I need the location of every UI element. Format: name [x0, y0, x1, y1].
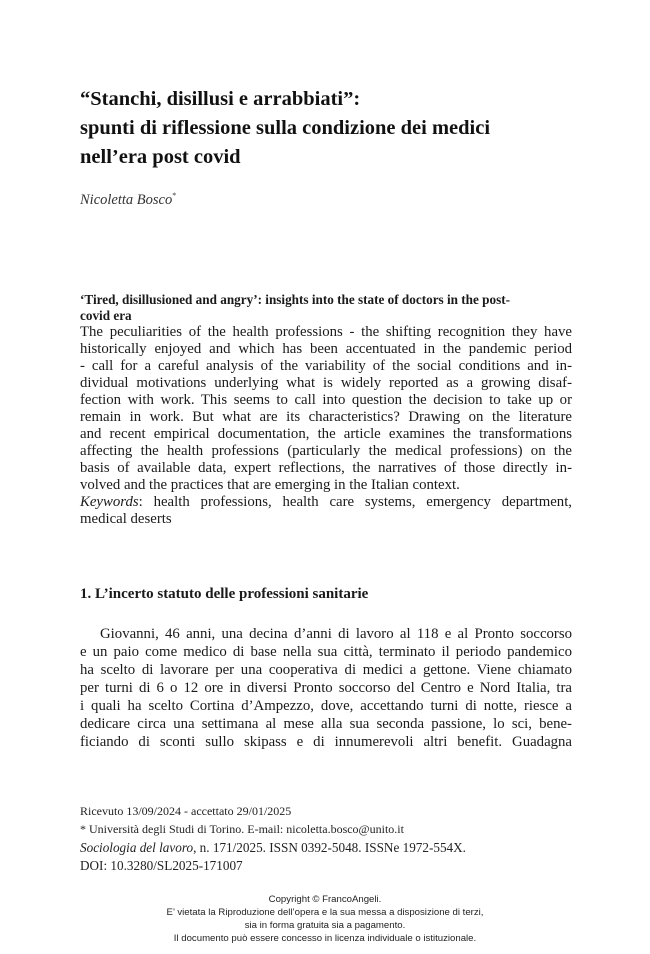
affiliation-text: Università degli Studi di Torino. E-mail: nicoletta.bosco@unito.it: [89, 822, 404, 836]
affiliation-note: [80, 822, 404, 837]
abstract-title-line-1: ‘Tired, disillusioned and angry’: insights into the state of doctors in the post-: [80, 292, 510, 307]
copyright-line: sia in forma gratuita sia a pagamento.: [244, 920, 406, 931]
abstract-line: and recent empirical documentation, the article examines the transformations: [80, 426, 572, 442]
article-title-line-3: nell’era post covid: [80, 146, 241, 168]
abstract-line: dividual motivations underlying what is widely reported as a growing disaf-: [80, 375, 572, 391]
keywords-line-1: [80, 494, 572, 511]
received-date-note: Ricevuto 13/09/2024 - accettato 29/01/2025: [80, 804, 292, 818]
body-line: e un paio come medico di base nella sua città, terminato il periodo pandemico: [80, 644, 572, 660]
abstract-line: basis of available data, expert reflections, the narratives of those directly in-: [80, 460, 572, 476]
body-line: ha scelto di lavorare per una cooperativa di medici a gettone. Viene chiamato: [80, 662, 572, 678]
keywords-label: Keywords: [80, 494, 139, 510]
abstract-line: fection with work. This seems to call into question the decision to take up or: [80, 392, 572, 408]
author-footnote-mark: *: [172, 191, 177, 200]
keywords-text: : health professions, health care systems, emergency department,: [138, 494, 572, 510]
article-title-line-1: “Stanchi, disillusi e arrabbiati”:: [80, 88, 361, 110]
affiliation-footnote-mark: *: [80, 822, 86, 836]
body-line: ficiando di sconti sullo skipass e di innumerevoli altri benefit. Guadagna: [80, 734, 572, 750]
body-line: per turni di 6 o 12 ore in diversi Pronto soccorso del Centro e Nord Italia, tra: [80, 680, 572, 696]
author-byline: [80, 191, 176, 209]
body-line: dedicare circa una settimana al mese alla sua seconda passione, lo sci, bene-: [80, 716, 572, 732]
author-name: Nicoletta Bosco: [80, 191, 173, 208]
section-heading: 1. L’incerto statuto delle professioni sanitarie: [80, 586, 369, 602]
journal-name: Sociologia del lavoro: [80, 840, 194, 855]
body-line: i quali ha scelto Cortina d’Ampezzo, dove, accettando turni di notte, riesce a: [80, 698, 572, 714]
body-line: Giovanni, 46 anni, una decina d’anni di lavoro al 118 e al Pronto soccorso: [100, 626, 572, 642]
doi-note: DOI: 10.3280/SL2025-171007: [80, 858, 243, 873]
keywords-line-2: medical deserts: [80, 511, 172, 527]
abstract-line: historically enjoyed and which has been accentuated in the pandemic period: [80, 341, 572, 357]
copyright-line: E’ vietata la Riproduzione dell’opera e la sua messa a disposizione di terzi,: [166, 907, 484, 918]
article-title-line-2: spunti di riflessione sulla condizione dei medici: [80, 117, 491, 139]
journal-issn: , n. 171/2025. ISSN 0392-5048. ISSNe 1972-554X.: [193, 840, 466, 855]
abstract-line: affecting the health professions (particularly the medical professions) on the: [80, 443, 572, 459]
abstract-title-line-2: covid era: [80, 308, 132, 323]
abstract-line: remain in work. But what are its characteristics? Drawing on the literature: [80, 409, 572, 425]
copyright-line: Copyright © FrancoAngeli.: [268, 894, 382, 905]
abstract-line: - call for a careful analysis of the variability of the social conditions and in-: [80, 358, 572, 374]
abstract-line: The peculiarities of the health professions - the shifting recognition they have: [80, 324, 572, 340]
copyright-line: Il documento può essere concesso in licenza individuale o istituzionale.: [173, 933, 477, 944]
journal-citation: [80, 840, 466, 856]
abstract-line: volved and the practices that are emerging in the Italian context.: [80, 477, 460, 493]
